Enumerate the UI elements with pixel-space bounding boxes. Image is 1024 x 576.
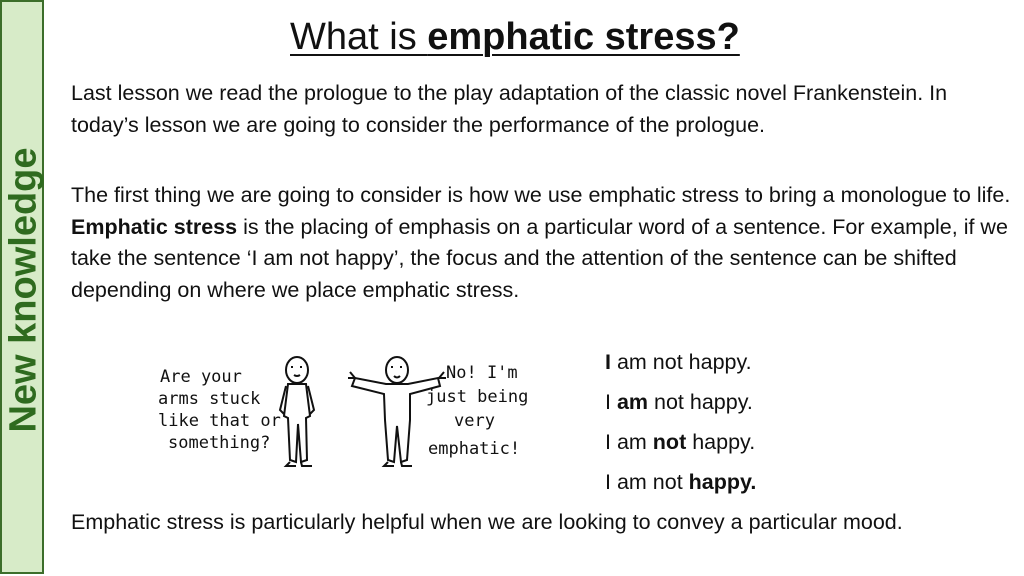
stick-figure-cartoon	[150, 350, 550, 476]
definition-after: is the placing of emphasis on a particular word of a sentence. For example, if we take the sentence ‘I am not happy’, the focus and the attention of the sentence can be shifted depending on where we place emphatic stress.	[71, 214, 1008, 302]
definition-term: Emphatic stress	[71, 214, 238, 239]
sidebar-label: New knowledge	[2, 147, 45, 433]
example-line: I am not happy.	[605, 350, 752, 374]
right-speech-line: very	[454, 411, 495, 431]
stressed-word: I	[605, 350, 611, 374]
stressed-word: happy.	[688, 470, 757, 494]
stressed-word: not	[652, 430, 687, 454]
intro-paragraph: Last lesson we read the prologue to the play adaptation of the classic novel Frankenstein. In today’s lesson we are going to consider the performance of the prologue.	[71, 81, 948, 137]
title-prefix: What is	[290, 16, 428, 58]
left-speech-line: Are your	[160, 367, 242, 387]
right-speech-line: just being	[426, 387, 529, 407]
right-speech-line: emphatic!	[428, 439, 521, 459]
left-speech-line: something?	[168, 433, 271, 453]
definition-before: The first thing we are going to consider is how we use emphatic stress to bring a monologue to life.	[71, 183, 1011, 207]
page-title	[290, 16, 740, 59]
left-speech-line: arms stuck	[158, 389, 261, 409]
example-line: I am not happy.	[605, 470, 757, 494]
right-speech-line: No! I'm	[446, 363, 518, 383]
title-emphasis: emphatic stress?	[427, 16, 740, 58]
example-line: I am not happy.	[605, 390, 753, 414]
closing-paragraph: Emphatic stress is particularly helpful when we are looking to convey a particular mood.	[71, 510, 903, 534]
definition-paragraph	[71, 180, 1016, 306]
example-line: I am not happy.	[605, 430, 756, 454]
left-stick-figure	[280, 357, 314, 466]
stressed-word: am	[616, 390, 649, 414]
emphasis-examples	[605, 346, 756, 506]
left-speech-text	[158, 367, 281, 453]
left-speech-line: like that or	[158, 411, 281, 431]
sidebar-banner	[0, 0, 44, 574]
